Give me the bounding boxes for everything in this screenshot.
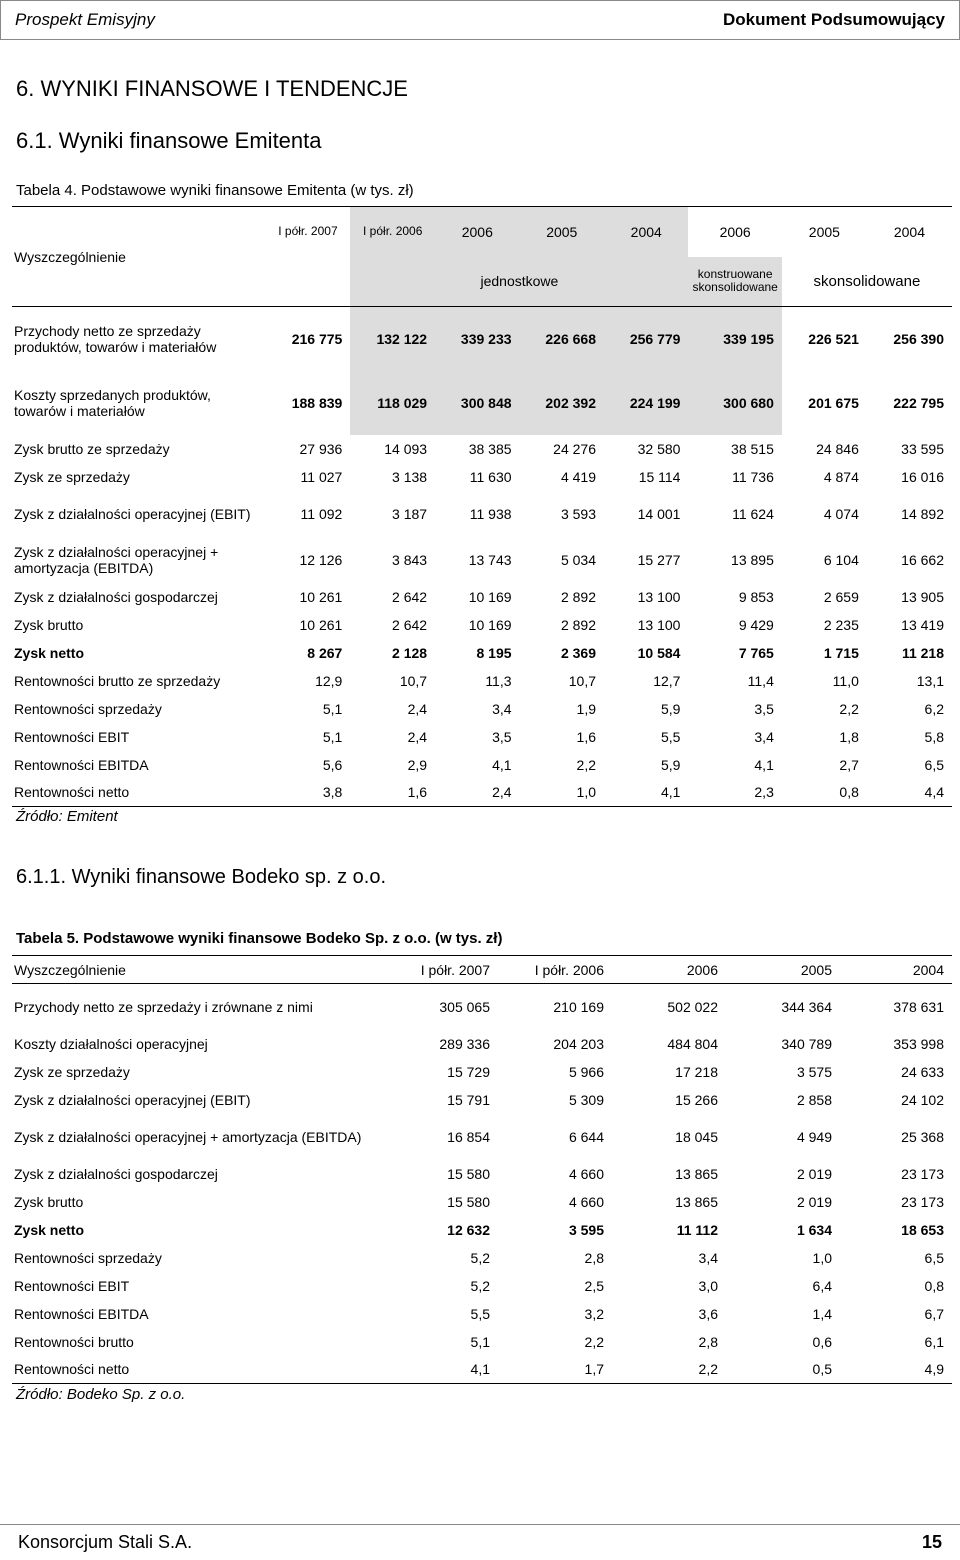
table4-cell: 15 114 <box>638 468 681 485</box>
table4-row-label: Rentowności sprzedaży <box>14 700 162 717</box>
table4-cell: 11 736 <box>732 468 774 485</box>
table4-row <box>12 611 952 639</box>
table5-cell: 3,4 <box>698 1249 718 1266</box>
table4-cell: 10 261 <box>299 616 343 633</box>
table4-cell: 201 675 <box>808 394 859 411</box>
table4-cell: 2,4 <box>407 728 428 745</box>
table4 <box>12 206 952 807</box>
table4-cell: 1,8 <box>839 728 859 745</box>
table4-cell: 12,7 <box>653 672 681 689</box>
table5-cell: 3,2 <box>584 1305 604 1322</box>
table4-cell: 11,3 <box>485 672 512 689</box>
table5-cell: 4 660 <box>568 1193 604 1210</box>
table4-cell: 4,1 <box>492 756 512 773</box>
table4-cell: 10,7 <box>399 672 428 689</box>
table5-row-label: Zysk z działalności operacyjnej (EBIT) <box>14 1091 251 1108</box>
table4-cell: 4 874 <box>823 468 859 485</box>
table4-cell: 10,7 <box>568 672 596 689</box>
table5-cell: 340 789 <box>781 1035 832 1052</box>
table5-cell: 23 173 <box>901 1193 944 1210</box>
table5-cell: 6 644 <box>568 1128 604 1145</box>
table5-cell: 344 364 <box>781 998 832 1015</box>
table4-cell: 11,0 <box>832 672 859 689</box>
table5-row <box>12 1188 952 1216</box>
table4-cell: 33 595 <box>901 440 944 457</box>
table4-row-label: Rentowności EBIT <box>14 728 130 745</box>
table4-cell: 5,9 <box>661 756 681 773</box>
table5-cell: 0,8 <box>924 1277 944 1294</box>
table5-cell: 1,0 <box>812 1249 832 1266</box>
table4-cell: 226 521 <box>808 330 859 347</box>
table5-cell: 15 580 <box>447 1193 490 1210</box>
table4-cell: 224 199 <box>604 371 688 435</box>
table4-cell: 11 092 <box>300 505 343 522</box>
table4-group-constructed: konstruowane skonsolidowane <box>688 257 781 307</box>
table4-row-label: Zysk z działalności operacyjnej (EBIT) <box>14 505 251 522</box>
table4-row-label: Zysk brutto <box>14 616 84 633</box>
table5-row-label: Zysk ze sprzedaży <box>14 1063 130 1080</box>
table4-cell: 16 016 <box>901 468 944 485</box>
table4-group-standalone: jednostkowe <box>350 257 688 307</box>
table5-label-header: Wyszczególnienie <box>12 956 384 984</box>
table4-cell: 10 169 <box>468 616 512 633</box>
table4-cell: 13 905 <box>901 588 944 605</box>
table4-cell: 2,2 <box>576 756 596 773</box>
table5-row <box>12 1244 952 1272</box>
table5-row <box>12 984 952 1030</box>
table4-row <box>12 695 952 723</box>
table5-cell: 2,2 <box>584 1333 604 1350</box>
table5-cell: 3,0 <box>698 1277 718 1294</box>
table4-cell: 14 892 <box>901 505 944 522</box>
table5-cell: 1,7 <box>498 1356 612 1384</box>
table5-cell: 502 022 <box>667 998 718 1015</box>
table4-row <box>12 667 952 695</box>
table5-row <box>12 1114 952 1160</box>
table4-cell: 3 843 <box>392 551 428 568</box>
table4-row-label: Koszty sprzedanych produktów, towarów i materiałów <box>14 386 211 419</box>
table4-cell: 7 765 <box>738 644 774 661</box>
table5-cell: 3 575 <box>796 1063 832 1080</box>
table4-cell: 4,4 <box>867 779 952 807</box>
table4-cell: 13 895 <box>731 551 774 568</box>
table4-cell: 38 515 <box>731 440 774 457</box>
table5-row <box>12 1086 952 1114</box>
table4-cell: 300 680 <box>688 371 781 435</box>
table4-cell: 11 218 <box>901 644 944 661</box>
page-number: 15 <box>921 1532 942 1552</box>
table4-label-header: Wyszczególnienie <box>12 207 266 307</box>
table4-cell: 5,6 <box>322 756 343 773</box>
table5-cell: 5,2 <box>470 1277 490 1294</box>
table4-row-label: Zysk z działalności gospodarczej <box>14 588 218 605</box>
table4-row <box>12 639 952 667</box>
table4-cell: 11 938 <box>469 505 512 522</box>
table4-cell: 5,1 <box>322 700 343 717</box>
table5-cell: 15 266 <box>675 1091 718 1108</box>
table5-cell: 6,1 <box>924 1333 944 1350</box>
table4-row-label: Przychody netto ze sprzedaży produktów, towarów i materiałów <box>14 322 217 355</box>
table5-cell: 2,5 <box>584 1277 604 1294</box>
table4-cell: 202 392 <box>520 371 604 435</box>
table4-cell: 8 195 <box>476 644 512 661</box>
table4-row <box>12 491 952 537</box>
table4-col-header: 2005 <box>782 207 867 257</box>
table4-cell: 3,5 <box>492 728 512 745</box>
section-title: 6. WYNIKI FINANSOWE I TENDENCJE <box>16 76 408 101</box>
table5-row-label: Zysk z działalności operacyjnej + amortyzacja (EBITDA) <box>14 1128 362 1145</box>
table4-cell: 1,6 <box>576 728 596 745</box>
table4-cell: 14 001 <box>637 505 681 522</box>
table5-cell: 6,4 <box>812 1277 832 1294</box>
table5-cell: 11 112 <box>676 1221 718 1238</box>
table5-row <box>12 1160 952 1188</box>
table4-cell: 5,9 <box>661 700 681 717</box>
page-footer <box>0 1524 960 1560</box>
table5-cell: 204 203 <box>553 1035 604 1052</box>
table4-cell: 2 892 <box>560 616 596 633</box>
table5-row-label: Rentowności netto <box>12 1356 384 1384</box>
table5-cell: 3 595 <box>568 1221 604 1238</box>
table5-cell: 4 660 <box>568 1165 604 1182</box>
table5-cell: 6,5 <box>924 1249 944 1266</box>
table5-row-label: Przychody netto ze sprzedaży i zrównane z nimi <box>14 998 313 1015</box>
table4-row <box>12 751 952 779</box>
table5-cell: 25 368 <box>901 1128 944 1145</box>
table4-cell: 10 169 <box>468 588 512 605</box>
table5-row-label: Zysk netto <box>14 1221 85 1238</box>
header-right: Dokument Podsumowujący <box>723 10 945 29</box>
table4-cell: 1,6 <box>350 779 435 807</box>
table4-cell: 2 642 <box>392 616 428 633</box>
table4-row-label: Rentowności brutto ze sprzedaży <box>14 672 221 689</box>
table4-cell: 2 642 <box>392 588 428 605</box>
table4-row-label: Zysk brutto ze sprzedaży <box>14 440 170 457</box>
table4-cell: 4 419 <box>560 468 596 485</box>
table4-cell: 2,7 <box>839 756 859 773</box>
table4-cell: 2,2 <box>839 700 859 717</box>
table5-cell: 6,7 <box>924 1305 944 1322</box>
table4-cell: 256 390 <box>893 330 944 347</box>
table4-cell: 13,1 <box>916 672 944 689</box>
table4-cell: 6,5 <box>924 756 944 773</box>
table4-cell: 4,1 <box>604 779 688 807</box>
table4-cell: 2 128 <box>392 644 428 661</box>
table4-col-header: 2005 <box>520 207 604 257</box>
table5-cell: 3,6 <box>698 1305 718 1322</box>
table4-source: Źródło: Emitent <box>16 808 118 825</box>
table5 <box>12 955 952 1384</box>
table4-cell: 3,4 <box>492 700 512 717</box>
table4-row-label: Zysk z działalności operacyjnej + amortyzacja (EBITDA) <box>14 543 219 576</box>
table5-cell: 15 729 <box>447 1063 490 1080</box>
table5-row <box>12 1300 952 1328</box>
table4-cell: 1,0 <box>520 779 604 807</box>
table5-col-header: I półr. 2006 <box>498 956 612 984</box>
table5-cell: 13 865 <box>675 1193 718 1210</box>
table4-row <box>12 435 952 463</box>
table4-cell: 2,4 <box>407 700 428 717</box>
table4-col-header: I półr. 2007 <box>266 207 351 257</box>
table5-row-label: Koszty działalności operacyjnej <box>14 1035 208 1052</box>
table5-cell: 4 949 <box>796 1128 832 1145</box>
table4-cell: 339 233 <box>435 307 519 371</box>
table5-col-header: 2004 <box>840 956 952 984</box>
table4-cell: 2,3 <box>688 779 781 807</box>
table4-cell: 3,4 <box>754 728 774 745</box>
table4-row-label: Zysk ze sprzedaży <box>14 468 130 485</box>
table5-row-label: Rentowności sprzedaży <box>14 1249 162 1266</box>
table4-cell: 13 743 <box>468 551 512 568</box>
table5-cell: 0,6 <box>812 1333 832 1350</box>
table4-group-consolidated: skonsolidowane <box>782 257 952 307</box>
table5-row-label: Rentowności brutto <box>14 1333 134 1350</box>
table4-cell: 6 104 <box>823 551 859 568</box>
table5-row <box>12 1030 952 1058</box>
table5-cell: 12 632 <box>447 1221 490 1238</box>
table4-row <box>12 307 952 371</box>
table5-cell: 305 065 <box>439 998 490 1015</box>
table5-row <box>12 1328 952 1356</box>
table4-cell: 0,8 <box>782 779 867 807</box>
table5-caption: Tabela 5. Podstawowe wyniki finansowe Bodeko Sp. z o.o. (w tys. zł) <box>16 930 503 947</box>
table4-cell: 5 034 <box>560 551 596 568</box>
table4-cell: 5,1 <box>322 728 343 745</box>
table5-row <box>12 1058 952 1086</box>
table4-row-label: Rentowności EBITDA <box>14 756 149 773</box>
table4-cell: 9 429 <box>738 616 774 633</box>
table5-cell: 18 045 <box>675 1128 718 1145</box>
table4-cell: 27 936 <box>299 440 343 457</box>
table4-cell: 256 779 <box>604 307 688 371</box>
table4-cell: 16 662 <box>901 551 944 568</box>
table5-cell: 1,4 <box>812 1305 832 1322</box>
table5-cell: 2,2 <box>612 1356 726 1384</box>
table4-row <box>12 537 952 583</box>
table5-row <box>12 1356 952 1384</box>
table4-cell: 14 093 <box>384 440 428 457</box>
table5-cell: 484 804 <box>667 1035 718 1052</box>
table5-cell: 5 309 <box>568 1091 604 1108</box>
table5-cell: 2,8 <box>698 1333 718 1350</box>
footer-left: Konsorcjum Stali S.A. <box>18 1532 193 1552</box>
table5-cell: 5 966 <box>568 1063 604 1080</box>
table4-cell: 2,4 <box>435 779 519 807</box>
table4-col-header: I półr. 2006 <box>350 207 435 257</box>
table5-cell: 378 631 <box>893 998 944 1015</box>
table5-cell: 24 633 <box>901 1063 944 1080</box>
table4-cell: 2,9 <box>407 756 428 773</box>
table4-cell: 3,5 <box>754 700 774 717</box>
table4-cell: 3,8 <box>266 779 351 807</box>
table4-row <box>12 371 952 435</box>
table4-cell: 12 126 <box>299 551 343 568</box>
table4-cell: 13 419 <box>901 616 944 633</box>
table4-col-header: 2006 <box>688 207 781 257</box>
table4-cell: 11 624 <box>732 505 774 522</box>
table4-cell: 226 668 <box>520 307 604 371</box>
table5-cell: 4,1 <box>384 1356 498 1384</box>
table4-cell: 1 715 <box>823 644 859 661</box>
table4-cell: 2 659 <box>823 588 859 605</box>
table4-col-header: 2004 <box>867 207 952 257</box>
table5-row <box>12 1272 952 1300</box>
table5-cell: 17 218 <box>675 1063 718 1080</box>
table4-col-header: 2004 <box>604 207 688 257</box>
table4-row <box>12 463 952 491</box>
table4-cell: 10 261 <box>299 588 343 605</box>
table4-cell: 222 795 <box>893 394 944 411</box>
table5-cell: 13 865 <box>675 1165 718 1182</box>
table4-cell: 2 892 <box>560 588 596 605</box>
table4-cell: 4 074 <box>823 505 859 522</box>
table4-cell: 12,9 <box>315 672 343 689</box>
table4-cell: 24 276 <box>553 440 596 457</box>
table5-cell: 353 998 <box>893 1035 944 1052</box>
table4-row <box>12 583 952 611</box>
table5-col-header: 2006 <box>612 956 726 984</box>
table4-cell: 132 122 <box>350 307 435 371</box>
table4-row-label: Zysk netto <box>14 644 85 661</box>
table4-row-label: Rentowności netto <box>12 779 266 807</box>
table4-cell: 24 846 <box>816 440 859 457</box>
table4-cell: 3 593 <box>560 505 596 522</box>
header-left: Prospekt Emisyjny <box>15 10 155 29</box>
table4-cell: 9 853 <box>738 588 774 605</box>
table5-cell: 15 791 <box>447 1091 490 1108</box>
table5-row-label: Rentowności EBITDA <box>14 1305 149 1322</box>
table5-col-header: I półr. 2007 <box>384 956 498 984</box>
table5-cell: 210 169 <box>553 998 604 1015</box>
table5-cell: 18 653 <box>901 1221 944 1238</box>
table5-cell: 2 019 <box>796 1165 832 1182</box>
table4-cell: 10 584 <box>637 644 681 661</box>
table4-cell: 38 385 <box>468 440 512 457</box>
table4-cell: 2 235 <box>823 616 859 633</box>
table5-cell: 5,5 <box>470 1305 490 1322</box>
table5-cell: 2 019 <box>796 1193 832 1210</box>
table5-cell: 2 858 <box>796 1091 832 1108</box>
table4-cell: 13 100 <box>637 588 681 605</box>
table4-row <box>12 779 952 807</box>
table4-cell: 11 630 <box>469 468 512 485</box>
table5-cell: 5,2 <box>470 1249 490 1266</box>
table4-cell: 1,9 <box>576 700 596 717</box>
table5-row <box>12 1216 952 1244</box>
subsection-title: 6.1. Wyniki finansowe Emitenta <box>16 128 322 153</box>
table5-cell: 2,8 <box>584 1249 604 1266</box>
table4-cell: 4,1 <box>754 756 774 773</box>
table5-cell: 289 336 <box>439 1035 490 1052</box>
table4-cell: 11,4 <box>747 672 774 689</box>
table4-cell: 5,5 <box>661 728 681 745</box>
table4-caption: Tabela 4. Podstawowe wyniki finansowe Emitenta (w tys. zł) <box>16 182 414 199</box>
table4-cell: 8 267 <box>307 644 343 661</box>
table5-source: Źródło: Bodeko Sp. z o.o. <box>16 1386 186 1403</box>
table4-cell: 3 138 <box>392 468 428 485</box>
table4-cell: 339 195 <box>688 307 781 371</box>
table4-cell: 15 277 <box>637 551 681 568</box>
table5-cell: 23 173 <box>901 1165 944 1182</box>
table5-cell: 15 580 <box>447 1165 490 1182</box>
table4-cell: 32 580 <box>637 440 681 457</box>
table4-cell: 188 839 <box>291 394 343 411</box>
table4-row <box>12 723 952 751</box>
table5-row-label: Zysk brutto <box>14 1193 84 1210</box>
table4-cell: 11 027 <box>300 468 343 485</box>
table4-col-header: 2006 <box>435 207 519 257</box>
table5-cell: 16 854 <box>447 1128 490 1145</box>
table5-row-label: Zysk z działalności gospodarczej <box>14 1165 218 1182</box>
table4-cell: 6,2 <box>924 700 944 717</box>
table4-cell: 300 848 <box>435 371 519 435</box>
table4-cell: 2 369 <box>560 644 596 661</box>
table4-cell: 5,8 <box>924 728 944 745</box>
page-header <box>0 0 960 40</box>
table4-cell: 13 100 <box>637 616 681 633</box>
table5-cell: 5,1 <box>470 1333 490 1350</box>
table4-cell: 3 187 <box>392 505 428 522</box>
table4-cell: 118 029 <box>350 371 435 435</box>
table5-cell: 1 634 <box>796 1221 832 1238</box>
table5-col-header: 2005 <box>726 956 840 984</box>
table5-cell: 4,9 <box>840 1356 952 1384</box>
table4-cell: 216 775 <box>291 330 343 347</box>
subsubsection-title: 6.1.1. Wyniki finansowe Bodeko sp. z o.o. <box>16 866 387 888</box>
table5-row-label: Rentowności EBIT <box>14 1277 130 1294</box>
table5-cell: 24 102 <box>901 1091 944 1108</box>
table5-cell: 0,5 <box>726 1356 840 1384</box>
